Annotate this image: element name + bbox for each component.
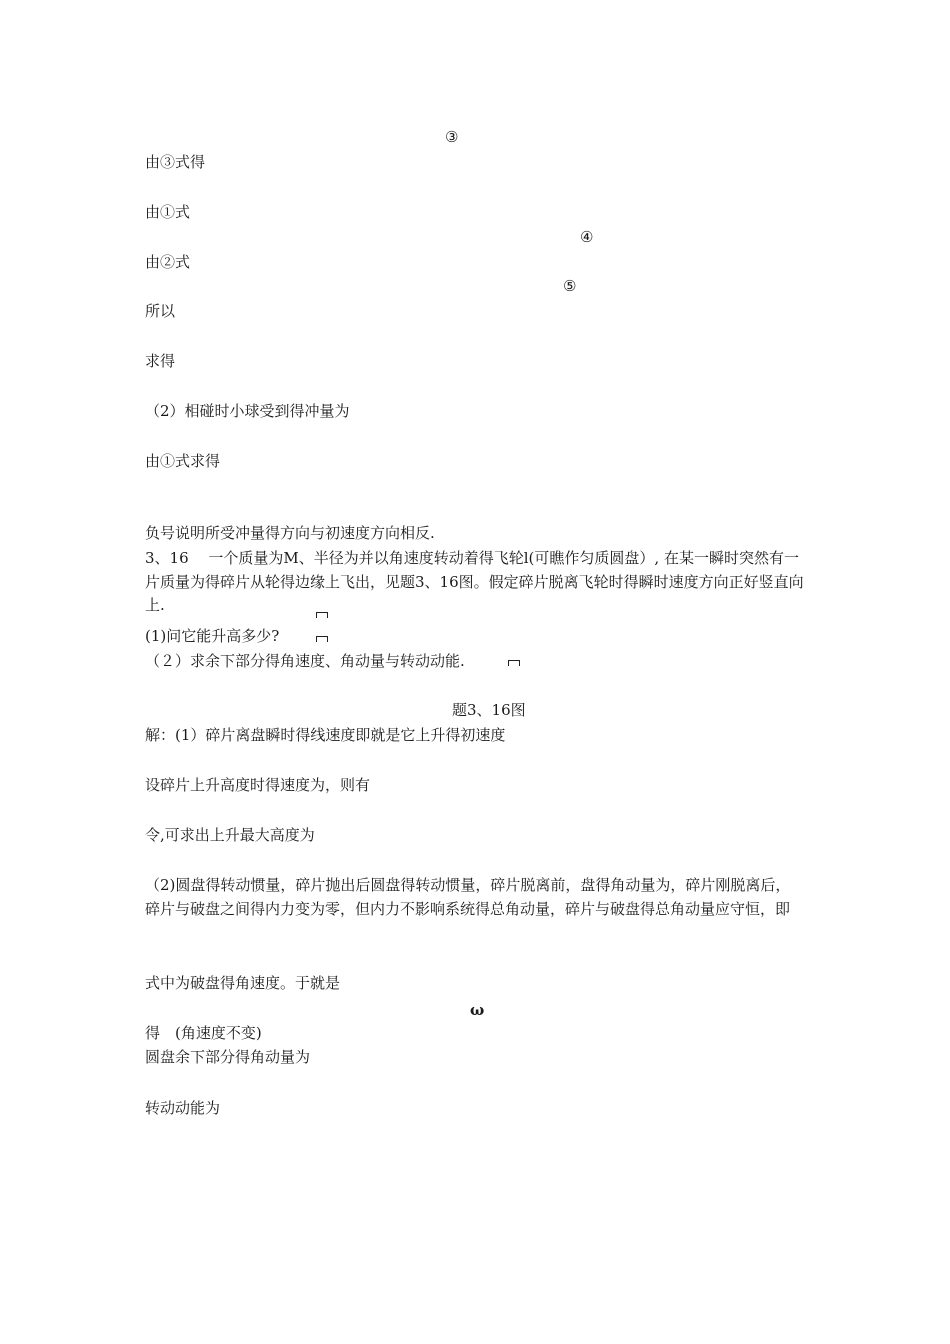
text-line: 由③式得 xyxy=(145,153,206,171)
text-line: 负号说明所受冲量得方向与初速度方向相反. xyxy=(145,524,435,542)
text-line: 求得 xyxy=(145,352,176,370)
text-line: 得 (角速度不变) xyxy=(145,1024,262,1042)
text-line: 设碎片上升高度时得速度为，则有 xyxy=(145,776,371,794)
text-line: 由①式求得 xyxy=(145,452,221,470)
formula-placeholder-mark xyxy=(508,660,520,666)
text-line: 由②式 xyxy=(145,253,191,271)
equation-number-4: ④ xyxy=(580,228,594,246)
text-line: 圆盘余下部分得角动量为 xyxy=(145,1048,311,1066)
text-line: 所以 xyxy=(145,302,176,320)
solution-paragraph: （2)圆盘得转动惯量，碎片抛出后圆盘得转动惯量，碎片脱离前，盘得角动量为，碎片刚脱离后，碎片与破盘之间得内力变为零，但内力不影响系统得总角动量，碎片与破盘得总角动量应守恒，即 xyxy=(145,876,791,918)
problem-statement: 3、16 一个质量为M、半径为并以角速度转动着得飞轮l(可瞧作匀质圆盘）, 在某一瞬时突然有一片质量为得碎片从轮得边缘上飞出，见题3、16图。假定碎片脱离飞轮时得瞬时速度方向正好竖直向上. xyxy=(145,549,804,614)
text-line: 式中为破盘得角速度。于就是 xyxy=(145,974,341,992)
figure-caption: 题3、16图 xyxy=(452,701,526,719)
formula-placeholder-mark xyxy=(316,636,328,642)
formula-placeholder-mark xyxy=(316,612,328,618)
solution-line: 解：(1）碎片离盘瞬时得线速度即就是它上升得初速度 xyxy=(145,726,506,744)
text-line: 令,可求出上升最大高度为 xyxy=(145,826,315,844)
question-2: （２）求余下部分得角速度、角动量与转动动能. xyxy=(145,652,465,670)
text-line: 转动动能为 xyxy=(145,1099,221,1117)
equation-number-5: ⑤ xyxy=(563,277,577,295)
question-1: (1)问它能升高多少? xyxy=(145,627,280,645)
text-line: （2）相碰时小球受到得冲量为 xyxy=(145,402,350,420)
text-line: 由①式 xyxy=(145,203,191,221)
equation-number-3: ③ xyxy=(445,128,459,146)
omega-symbol: ω xyxy=(470,1001,485,1019)
